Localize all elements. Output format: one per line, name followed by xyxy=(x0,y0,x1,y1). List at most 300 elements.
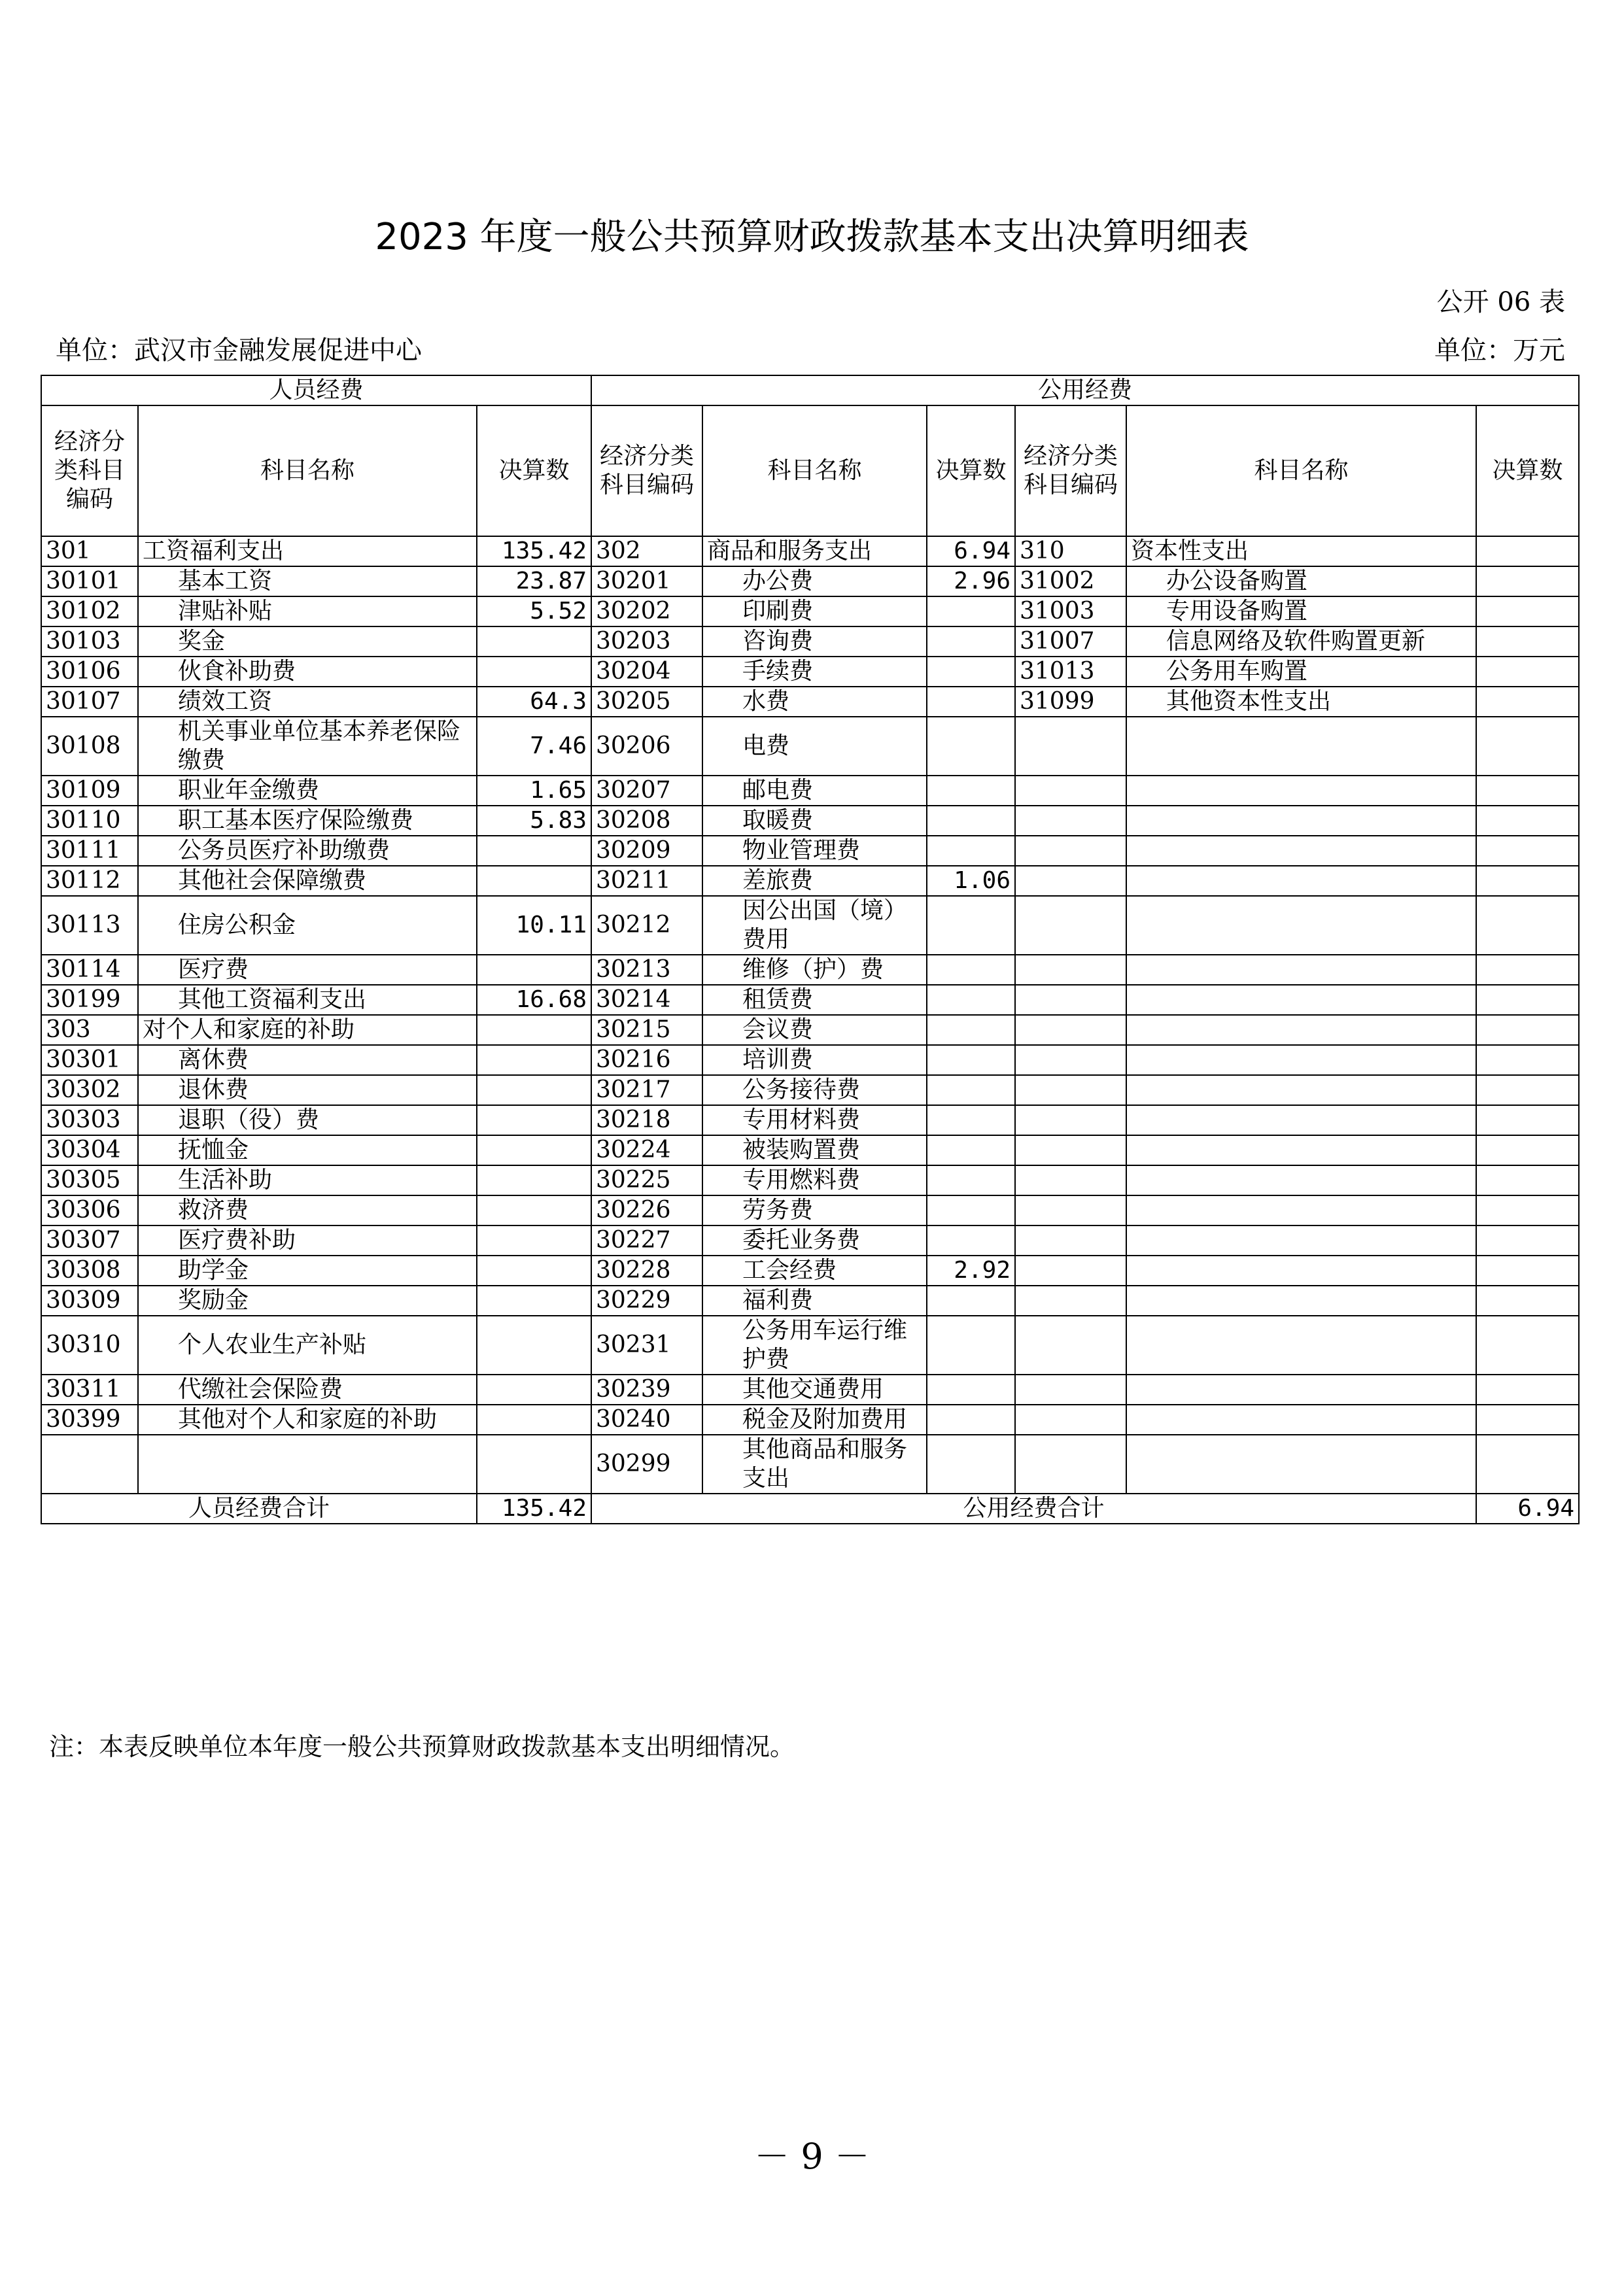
cell-amount-personnel xyxy=(477,1405,591,1435)
cell-amount-public xyxy=(927,596,1015,626)
cell-code-capital: 31007 xyxy=(1015,626,1126,657)
cell-name-public: 公务接待费 xyxy=(702,1075,927,1105)
cell-amount-personnel xyxy=(477,1195,591,1225)
table-number: 公开 06 表 xyxy=(1436,287,1565,317)
page-title: 2023 年度一般公共预算财政拨款基本支出决算明细表 xyxy=(375,216,1249,258)
cell-amount-public xyxy=(927,896,1015,955)
cell-name-public: 培训费 xyxy=(702,1045,927,1075)
cell-amount-capital xyxy=(1476,1195,1579,1225)
cell-code-public: 30204 xyxy=(591,657,702,687)
table-row xyxy=(41,566,1579,596)
cell-amount-personnel xyxy=(477,1015,591,1045)
cell-code-capital xyxy=(1015,1286,1126,1316)
cell-amount-capital xyxy=(1476,955,1579,985)
cell-name-personnel: 退休费 xyxy=(138,1075,477,1105)
cell-amount-personnel xyxy=(477,1105,591,1135)
cell-name-public: 水费 xyxy=(702,687,927,717)
cell-amount-capital xyxy=(1476,1375,1579,1405)
cell-code-public: 30227 xyxy=(591,1225,702,1256)
cell-name-public: 咨询费 xyxy=(702,626,927,657)
cell-code-public: 30216 xyxy=(591,1045,702,1075)
cell-name-public: 委托业务费 xyxy=(702,1225,927,1256)
cell-code-personnel: 30113 xyxy=(41,896,138,955)
cell-name-capital: 信息网络及软件购置更新 xyxy=(1126,626,1476,657)
cell-amount-personnel: 5.52 xyxy=(477,596,591,626)
cell-code-public: 30212 xyxy=(591,896,702,955)
cell-amount-capital xyxy=(1476,985,1579,1015)
cell-code-public: 30225 xyxy=(591,1165,702,1195)
cell-name-public: 物业管理费 xyxy=(702,836,927,866)
cell-amount-public xyxy=(927,1105,1015,1135)
cell-amount-capital xyxy=(1476,776,1579,806)
cell-name-public: 办公费 xyxy=(702,566,927,596)
cell-code-public: 30218 xyxy=(591,1105,702,1135)
cell-code-personnel: 30107 xyxy=(41,687,138,717)
cell-amount-capital xyxy=(1476,536,1579,566)
cell-name-personnel: 伙食补助费 xyxy=(138,657,477,687)
cell-amount-personnel xyxy=(477,955,591,985)
cell-amount-public xyxy=(927,1316,1015,1375)
cell-name-capital: 专用设备购置 xyxy=(1126,596,1476,626)
table-row xyxy=(41,1105,1579,1135)
cell-amount-personnel: 7.46 xyxy=(477,717,591,776)
cell-amount-personnel xyxy=(477,1045,591,1075)
cell-amount-public: 2.92 xyxy=(927,1256,1015,1286)
cell-amount-public xyxy=(927,985,1015,1015)
cell-code-personnel xyxy=(41,1435,138,1494)
cell-amount-public: 2.96 xyxy=(927,566,1015,596)
cell-name-public: 公务用车运行维护费 xyxy=(702,1316,927,1375)
col-name-personnel: 科目名称 xyxy=(138,405,477,536)
table-row xyxy=(41,1015,1579,1045)
cell-amount-public xyxy=(927,1015,1015,1045)
table-row xyxy=(41,626,1579,657)
cell-code-personnel: 30111 xyxy=(41,836,138,866)
cell-code-public: 30299 xyxy=(591,1435,702,1494)
cell-name-personnel: 医疗费 xyxy=(138,955,477,985)
cell-code-personnel: 30112 xyxy=(41,866,138,896)
cell-amount-public xyxy=(927,1165,1015,1195)
cell-name-capital: 资本性支出 xyxy=(1126,536,1476,566)
cell-name-capital xyxy=(1126,1286,1476,1316)
cell-amount-personnel xyxy=(477,1256,591,1286)
cell-name-personnel: 奖金 xyxy=(138,626,477,657)
cell-name-personnel: 职业年金缴费 xyxy=(138,776,477,806)
cell-name-personnel: 职工基本医疗保险缴费 xyxy=(138,806,477,836)
cell-amount-capital xyxy=(1476,866,1579,896)
cell-amount-capital xyxy=(1476,1165,1579,1195)
cell-code-capital: 31013 xyxy=(1015,657,1126,687)
cell-amount-personnel xyxy=(477,1225,591,1256)
cell-amount-capital xyxy=(1476,596,1579,626)
cell-amount-capital xyxy=(1476,1045,1579,1075)
cell-name-capital xyxy=(1126,1256,1476,1286)
cell-name-capital xyxy=(1126,806,1476,836)
cell-code-capital xyxy=(1015,806,1126,836)
cell-name-personnel: 代缴社会保险费 xyxy=(138,1375,477,1405)
cell-code-capital xyxy=(1015,1075,1126,1105)
cell-code-capital xyxy=(1015,896,1126,955)
cell-name-capital xyxy=(1126,1195,1476,1225)
cell-amount-public xyxy=(927,1435,1015,1494)
cell-code-personnel: 30106 xyxy=(41,657,138,687)
cell-name-personnel: 救济费 xyxy=(138,1195,477,1225)
table-row xyxy=(41,1256,1579,1286)
cell-code-capital xyxy=(1015,717,1126,776)
cell-name-personnel: 个人农业生产补贴 xyxy=(138,1316,477,1375)
cell-name-public: 手续费 xyxy=(702,657,927,687)
cell-amount-capital xyxy=(1476,1435,1579,1494)
cell-code-capital: 31003 xyxy=(1015,596,1126,626)
cell-amount-personnel: 16.68 xyxy=(477,985,591,1015)
cell-amount-personnel xyxy=(477,1316,591,1375)
cell-code-personnel: 30303 xyxy=(41,1105,138,1135)
cell-amount-personnel xyxy=(477,657,591,687)
cell-code-public: 30228 xyxy=(591,1256,702,1286)
cell-code-personnel: 30302 xyxy=(41,1075,138,1105)
public-total-value: 6.94 xyxy=(1476,1494,1579,1524)
cell-code-personnel: 30103 xyxy=(41,626,138,657)
cell-code-personnel: 30305 xyxy=(41,1165,138,1195)
cell-code-personnel: 30311 xyxy=(41,1375,138,1405)
cell-code-capital xyxy=(1015,1105,1126,1135)
cell-amount-public xyxy=(927,1225,1015,1256)
cell-amount-public xyxy=(927,657,1015,687)
cell-name-capital xyxy=(1126,1015,1476,1045)
table-row xyxy=(41,657,1579,687)
cell-name-capital xyxy=(1126,1435,1476,1494)
page-number: － 9 － xyxy=(754,2136,870,2177)
cell-amount-capital xyxy=(1476,1405,1579,1435)
table-row xyxy=(41,1405,1579,1435)
cell-amount-public xyxy=(927,1135,1015,1165)
cell-code-capital xyxy=(1015,836,1126,866)
cell-amount-capital xyxy=(1476,806,1579,836)
cell-amount-public: 1.06 xyxy=(927,866,1015,896)
table-row xyxy=(41,1225,1579,1256)
cell-amount-capital xyxy=(1476,1075,1579,1105)
cell-name-capital xyxy=(1126,776,1476,806)
public-header: 公用经费 xyxy=(591,375,1579,405)
cell-amount-public xyxy=(927,626,1015,657)
col-name-public: 科目名称 xyxy=(702,405,927,536)
cell-code-public: 30211 xyxy=(591,866,702,896)
cell-name-public: 维修（护）费 xyxy=(702,955,927,985)
cell-name-capital xyxy=(1126,1375,1476,1405)
cell-code-personnel: 303 xyxy=(41,1015,138,1045)
cell-name-public: 其他商品和服务支出 xyxy=(702,1435,927,1494)
table-row xyxy=(41,1135,1579,1165)
cell-code-capital xyxy=(1015,1256,1126,1286)
cell-code-capital xyxy=(1015,866,1126,896)
cell-code-capital xyxy=(1015,1165,1126,1195)
table-row xyxy=(41,955,1579,985)
cell-name-personnel xyxy=(138,1435,477,1494)
cell-amount-personnel xyxy=(477,1165,591,1195)
cell-code-capital xyxy=(1015,955,1126,985)
table-row xyxy=(41,1286,1579,1316)
cell-code-personnel: 30110 xyxy=(41,806,138,836)
cell-name-public: 差旅费 xyxy=(702,866,927,896)
cell-amount-personnel xyxy=(477,1075,591,1105)
cell-code-capital xyxy=(1015,1405,1126,1435)
personnel-header: 人员经费 xyxy=(41,375,591,405)
cell-amount-public xyxy=(927,1286,1015,1316)
cell-amount-public xyxy=(927,955,1015,985)
cell-amount-capital xyxy=(1476,657,1579,687)
cell-amount-personnel: 1.65 xyxy=(477,776,591,806)
cell-amount-public: 6.94 xyxy=(927,536,1015,566)
cell-name-personnel: 公务员医疗补助缴费 xyxy=(138,836,477,866)
personnel-total-value: 135.42 xyxy=(477,1494,591,1524)
cell-amount-capital xyxy=(1476,1286,1579,1316)
cell-name-capital xyxy=(1126,1045,1476,1075)
table-row xyxy=(41,896,1579,955)
cell-code-public: 30224 xyxy=(591,1135,702,1165)
cell-amount-public xyxy=(927,687,1015,717)
cell-name-personnel: 离休费 xyxy=(138,1045,477,1075)
cell-code-capital xyxy=(1015,1015,1126,1045)
cell-code-capital xyxy=(1015,1045,1126,1075)
cell-name-personnel: 住房公积金 xyxy=(138,896,477,955)
cell-name-personnel: 机关事业单位基本养老保险缴费 xyxy=(138,717,477,776)
public-total-label: 公用经费合计 xyxy=(591,1494,1476,1524)
currency-unit: 单位：万元 xyxy=(1434,335,1565,366)
cell-code-personnel: 301 xyxy=(41,536,138,566)
cell-code-public: 30203 xyxy=(591,626,702,657)
cell-amount-personnel xyxy=(477,866,591,896)
cell-name-public: 专用燃料费 xyxy=(702,1165,927,1195)
cell-code-capital xyxy=(1015,1195,1126,1225)
cell-code-personnel: 30109 xyxy=(41,776,138,806)
cell-code-personnel: 30307 xyxy=(41,1225,138,1256)
table-row xyxy=(41,717,1579,776)
cell-name-capital xyxy=(1126,1225,1476,1256)
cell-name-capital xyxy=(1126,1135,1476,1165)
cell-amount-public xyxy=(927,1075,1015,1105)
cell-amount-capital xyxy=(1476,1135,1579,1165)
cell-name-capital xyxy=(1126,717,1476,776)
expenditure-table xyxy=(41,375,1580,1524)
cell-code-personnel: 30306 xyxy=(41,1195,138,1225)
cell-code-public: 30226 xyxy=(591,1195,702,1225)
cell-name-public: 因公出国（境）费用 xyxy=(702,896,927,955)
cell-name-public: 取暖费 xyxy=(702,806,927,836)
cell-name-capital xyxy=(1126,836,1476,866)
cell-amount-capital xyxy=(1476,836,1579,866)
cell-name-personnel: 津贴补贴 xyxy=(138,596,477,626)
table-row xyxy=(41,1045,1579,1075)
col-amount-personnel: 决算数 xyxy=(477,405,591,536)
cell-name-personnel: 助学金 xyxy=(138,1256,477,1286)
cell-name-personnel: 基本工资 xyxy=(138,566,477,596)
cell-code-capital xyxy=(1015,1135,1126,1165)
cell-name-capital xyxy=(1126,1105,1476,1135)
col-amount-public: 决算数 xyxy=(927,405,1015,536)
cell-amount-capital xyxy=(1476,1015,1579,1045)
cell-code-capital xyxy=(1015,1316,1126,1375)
cell-name-capital xyxy=(1126,1165,1476,1195)
table-row xyxy=(41,1435,1579,1494)
cell-amount-public xyxy=(927,1195,1015,1225)
table-row xyxy=(41,985,1579,1015)
cell-code-public: 30240 xyxy=(591,1405,702,1435)
cell-name-capital: 其他资本性支出 xyxy=(1126,687,1476,717)
cell-code-public: 30213 xyxy=(591,955,702,985)
cell-code-public: 30214 xyxy=(591,985,702,1015)
cell-name-public: 劳务费 xyxy=(702,1195,927,1225)
table-row xyxy=(41,1316,1579,1375)
cell-code-public: 30206 xyxy=(591,717,702,776)
cell-amount-public xyxy=(927,776,1015,806)
cell-name-capital xyxy=(1126,985,1476,1015)
cell-amount-public xyxy=(927,836,1015,866)
cell-code-public: 30231 xyxy=(591,1316,702,1375)
cell-amount-personnel: 135.42 xyxy=(477,536,591,566)
col-code-public: 经济分类科目编码 xyxy=(591,405,702,536)
table-row xyxy=(41,1195,1579,1225)
cell-code-public: 30239 xyxy=(591,1375,702,1405)
cell-name-capital xyxy=(1126,1405,1476,1435)
cell-code-public: 30217 xyxy=(591,1075,702,1105)
cell-name-personnel: 其他工资福利支出 xyxy=(138,985,477,1015)
cell-name-personnel: 绩效工资 xyxy=(138,687,477,717)
cell-name-public: 商品和服务支出 xyxy=(702,536,927,566)
cell-code-public: 302 xyxy=(591,536,702,566)
cell-amount-personnel xyxy=(477,1375,591,1405)
col-name-capital: 科目名称 xyxy=(1126,405,1476,536)
cell-name-personnel: 其他社会保障缴费 xyxy=(138,866,477,896)
col-code-personnel: 经济分类科目编码 xyxy=(41,405,138,536)
cell-code-personnel: 30304 xyxy=(41,1135,138,1165)
table-row xyxy=(41,1165,1579,1195)
footnote: 注：本表反映单位本年度一般公共预算财政拨款基本支出明细情况。 xyxy=(49,1732,795,1761)
cell-name-public: 电费 xyxy=(702,717,927,776)
cell-amount-personnel xyxy=(477,1135,591,1165)
table-row xyxy=(41,866,1579,896)
cell-amount-public xyxy=(927,806,1015,836)
cell-name-public: 福利费 xyxy=(702,1286,927,1316)
cell-code-capital: 31099 xyxy=(1015,687,1126,717)
table-row xyxy=(41,1375,1579,1405)
cell-amount-personnel: 5.83 xyxy=(477,806,591,836)
cell-amount-capital xyxy=(1476,566,1579,596)
cell-name-personnel: 工资福利支出 xyxy=(138,536,477,566)
cell-amount-personnel xyxy=(477,836,591,866)
cell-code-capital xyxy=(1015,1225,1126,1256)
cell-code-capital: 31002 xyxy=(1015,566,1126,596)
col-code-capital: 经济分类科目编码 xyxy=(1015,405,1126,536)
cell-code-personnel: 30301 xyxy=(41,1045,138,1075)
cell-code-personnel: 30102 xyxy=(41,596,138,626)
cell-code-public: 30209 xyxy=(591,836,702,866)
cell-amount-public xyxy=(927,1045,1015,1075)
table-row xyxy=(41,806,1579,836)
cell-amount-capital xyxy=(1476,717,1579,776)
cell-amount-public xyxy=(927,1375,1015,1405)
cell-code-capital xyxy=(1015,985,1126,1015)
cell-name-capital: 公务用车购置 xyxy=(1126,657,1476,687)
cell-name-personnel: 抚恤金 xyxy=(138,1135,477,1165)
cell-name-capital xyxy=(1126,1316,1476,1375)
cell-name-personnel: 对个人和家庭的补助 xyxy=(138,1015,477,1045)
cell-code-personnel: 30399 xyxy=(41,1405,138,1435)
cell-amount-personnel: 64.3 xyxy=(477,687,591,717)
cell-amount-personnel: 23.87 xyxy=(477,566,591,596)
cell-amount-personnel: 10.11 xyxy=(477,896,591,955)
table-row xyxy=(41,687,1579,717)
cell-name-public: 会议费 xyxy=(702,1015,927,1045)
personnel-total-label: 人员经费合计 xyxy=(41,1494,477,1524)
cell-code-capital xyxy=(1015,1375,1126,1405)
cell-code-public: 30201 xyxy=(591,566,702,596)
cell-amount-capital xyxy=(1476,1256,1579,1286)
cell-name-public: 租赁费 xyxy=(702,985,927,1015)
col-amount-capital: 决算数 xyxy=(1476,405,1579,536)
cell-name-personnel: 奖励金 xyxy=(138,1286,477,1316)
reporting-unit: 单位：武汉市金融发展促进中心 xyxy=(56,335,422,366)
cell-amount-capital xyxy=(1476,1105,1579,1135)
cell-code-capital: 310 xyxy=(1015,536,1126,566)
cell-code-personnel: 30310 xyxy=(41,1316,138,1375)
cell-code-personnel: 30108 xyxy=(41,717,138,776)
table-row xyxy=(41,836,1579,866)
cell-name-capital: 办公设备购置 xyxy=(1126,566,1476,596)
cell-code-personnel: 30308 xyxy=(41,1256,138,1286)
cell-amount-capital xyxy=(1476,626,1579,657)
cell-code-public: 30208 xyxy=(591,806,702,836)
cell-name-public: 其他交通费用 xyxy=(702,1375,927,1405)
cell-name-public: 印刷费 xyxy=(702,596,927,626)
cell-amount-personnel xyxy=(477,626,591,657)
cell-code-personnel: 30309 xyxy=(41,1286,138,1316)
cell-code-personnel: 30114 xyxy=(41,955,138,985)
cell-amount-personnel xyxy=(477,1286,591,1316)
cell-code-capital xyxy=(1015,776,1126,806)
cell-name-public: 被装购置费 xyxy=(702,1135,927,1165)
cell-name-capital xyxy=(1126,955,1476,985)
cell-name-public: 邮电费 xyxy=(702,776,927,806)
cell-code-personnel: 30101 xyxy=(41,566,138,596)
cell-amount-public xyxy=(927,1405,1015,1435)
cell-name-public: 专用材料费 xyxy=(702,1105,927,1135)
cell-amount-public xyxy=(927,717,1015,776)
cell-code-personnel: 30199 xyxy=(41,985,138,1015)
cell-code-public: 30215 xyxy=(591,1015,702,1045)
cell-amount-capital xyxy=(1476,1316,1579,1375)
cell-code-public: 30229 xyxy=(591,1286,702,1316)
cell-code-public: 30205 xyxy=(591,687,702,717)
cell-name-capital xyxy=(1126,1075,1476,1105)
cell-name-capital xyxy=(1126,866,1476,896)
cell-name-personnel: 其他对个人和家庭的补助 xyxy=(138,1405,477,1435)
cell-name-personnel: 退职（役）费 xyxy=(138,1105,477,1135)
cell-name-public: 税金及附加费用 xyxy=(702,1405,927,1435)
cell-code-public: 30207 xyxy=(591,776,702,806)
cell-amount-personnel xyxy=(477,1435,591,1494)
cell-amount-capital xyxy=(1476,1225,1579,1256)
cell-name-personnel: 医疗费补助 xyxy=(138,1225,477,1256)
cell-name-personnel: 生活补助 xyxy=(138,1165,477,1195)
table-row xyxy=(41,776,1579,806)
table-row xyxy=(41,1075,1579,1105)
cell-amount-capital xyxy=(1476,687,1579,717)
table-row xyxy=(41,596,1579,626)
cell-name-capital xyxy=(1126,896,1476,955)
cell-code-capital xyxy=(1015,1435,1126,1494)
cell-amount-capital xyxy=(1476,896,1579,955)
cell-code-public: 30202 xyxy=(591,596,702,626)
